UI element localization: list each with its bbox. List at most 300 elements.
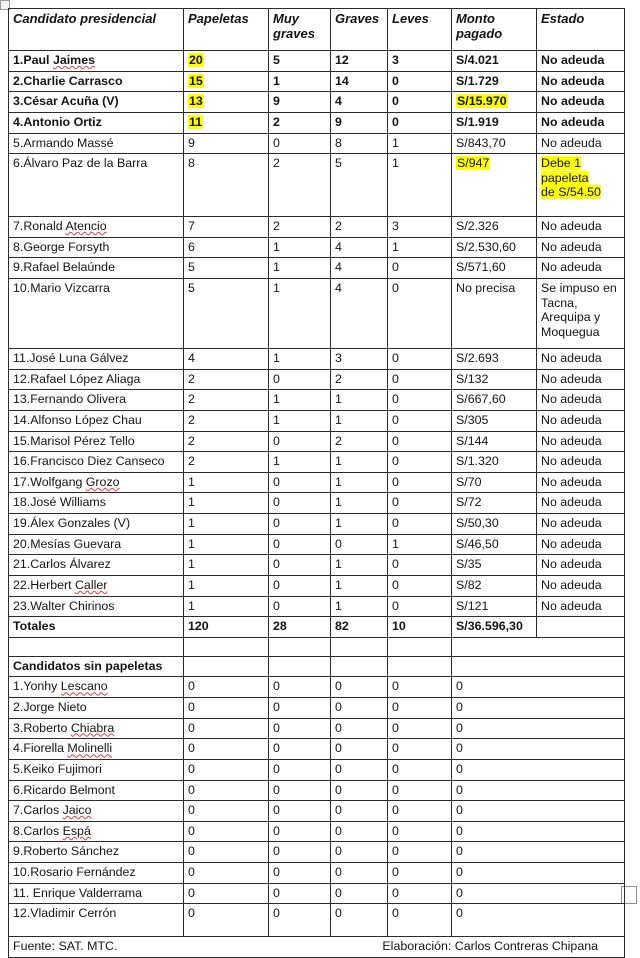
cell-monto: S/46,50 (452, 534, 537, 555)
cell-leves: 0 (388, 431, 452, 452)
cell-papeletas: 15 (184, 71, 269, 92)
cell-graves: 0 (331, 534, 388, 555)
table-header-row (9, 9, 625, 51)
cell-papeletas: 7 (184, 217, 269, 238)
cell-papeletas: 2 (184, 390, 269, 411)
cell-graves: 9 (331, 112, 388, 133)
cell-papeletas: 1 (184, 472, 269, 493)
cell-estado: Se impuso en Tacna, Arequipa y Moquegua (537, 279, 625, 349)
cell-candidato: 2.Charlie Carrasco (9, 71, 184, 92)
cell-papeletas: 2 (184, 431, 269, 452)
table-row (9, 71, 625, 92)
cell-muy-graves: 0 (269, 369, 331, 390)
cell-muy-graves: 1 (269, 349, 331, 370)
table-row (9, 575, 625, 596)
cell-monto: S/947 (452, 154, 537, 217)
table-row-sin-papeletas (9, 842, 625, 863)
cell-monto: 0 (452, 801, 625, 822)
cell-muy-graves: 0 (269, 677, 331, 698)
cell-monto: 0 (452, 677, 625, 698)
cell-papeletas: 0 (184, 739, 269, 760)
cell-monto: S/121 (452, 596, 537, 617)
section-title-row (9, 656, 625, 677)
cell-leves: 0 (388, 514, 452, 535)
table-row-sin-papeletas (9, 883, 625, 904)
cell-monto: S/82 (452, 575, 537, 596)
cell-leves: 3 (388, 51, 452, 72)
cell-graves: 0 (331, 842, 388, 863)
cell-graves: 0 (331, 801, 388, 822)
cell-estado: No adeuda (537, 493, 625, 514)
cell-estado: No adeuda (537, 51, 625, 72)
cell-candidato: 12.Rafael López Aliaga (9, 369, 184, 390)
section-cell (269, 656, 331, 677)
cell-candidato: 11.José Luna Gálvez (9, 349, 184, 370)
cell-graves: 4 (331, 92, 388, 113)
cell-graves: 0 (331, 759, 388, 780)
table-row (9, 237, 625, 258)
cell-papeletas: 1 (184, 575, 269, 596)
cell-candidato: 7.Ronald Atencio (9, 217, 184, 238)
cell-papeletas: 1 (184, 534, 269, 555)
cell-candidato: 11. Enrique Valderrama (9, 883, 184, 904)
cell-leves: 0 (388, 739, 452, 760)
table-row (9, 369, 625, 390)
cell-leves: 0 (388, 410, 452, 431)
cell-totales-muy-graves: 28 (269, 617, 331, 638)
cell-muy-graves: 1 (269, 237, 331, 258)
cell-graves: 2 (331, 369, 388, 390)
cell-papeletas: 5 (184, 279, 269, 349)
cell-papeletas: 0 (184, 759, 269, 780)
table-row (9, 534, 625, 555)
cell-candidato: 6.Álvaro Paz de la Barra (9, 154, 184, 217)
cell-muy-graves: 1 (269, 390, 331, 411)
table-row-sin-papeletas (9, 677, 625, 698)
cell-leves: 0 (388, 863, 452, 884)
cell-leves: 0 (388, 821, 452, 842)
table-row (9, 596, 625, 617)
cell-leves: 0 (388, 780, 452, 801)
cell-leves: 0 (388, 801, 452, 822)
footer-cell (9, 937, 625, 958)
cell-monto: S/1.729 (452, 71, 537, 92)
cell-candidato: 20.Mesías Guevara (9, 534, 184, 555)
cell-muy-graves: 1 (269, 71, 331, 92)
cell-graves: 1 (331, 452, 388, 473)
cell-leves: 0 (388, 279, 452, 349)
cell-papeletas: 0 (184, 883, 269, 904)
cell-estado: No adeuda (537, 452, 625, 473)
header-estado: Estado (537, 9, 625, 51)
cell-monto: S/667,60 (452, 390, 537, 411)
header-leves: Leves (388, 9, 452, 51)
table-row-sin-papeletas (9, 821, 625, 842)
cell-graves: 0 (331, 677, 388, 698)
cell-monto: S/144 (452, 431, 537, 452)
cell-estado: No adeuda (537, 133, 625, 154)
cell-leves: 0 (388, 698, 452, 719)
cell-papeletas: 2 (184, 410, 269, 431)
cell-estado: No adeuda (537, 555, 625, 576)
totals-row (9, 617, 625, 638)
spacer-cell-wide (452, 637, 625, 656)
cell-leves: 1 (388, 237, 452, 258)
cell-monto: S/2.693 (452, 349, 537, 370)
table-row-sin-papeletas (9, 863, 625, 884)
cell-monto: S/843,70 (452, 133, 537, 154)
cell-candidato: 23.Walter Chirinos (9, 596, 184, 617)
cell-monto: S/72 (452, 493, 537, 514)
cell-monto: 0 (452, 718, 625, 739)
cell-monto: 0 (452, 842, 625, 863)
cell-candidato: 9.Rafael Belaúnde (9, 258, 184, 279)
table-row (9, 452, 625, 473)
table-row (9, 431, 625, 452)
cell-estado: No adeuda (537, 575, 625, 596)
cell-muy-graves: 0 (269, 133, 331, 154)
cell-papeletas: 4 (184, 349, 269, 370)
spacer-cell (388, 637, 452, 656)
table-row-sin-papeletas (9, 780, 625, 801)
cell-graves: 2 (331, 431, 388, 452)
cell-muy-graves: 0 (269, 821, 331, 842)
cell-muy-graves: 0 (269, 739, 331, 760)
cell-leves: 0 (388, 472, 452, 493)
header-papeletas: Papeletas (184, 9, 269, 51)
header-monto-pagado: Monto pagado (452, 9, 537, 51)
cell-monto: 0 (452, 698, 625, 719)
cell-candidato: 8.Carlos Espá (9, 821, 184, 842)
cell-graves: 12 (331, 51, 388, 72)
footer-row (9, 937, 625, 958)
cell-graves: 0 (331, 821, 388, 842)
cell-papeletas: 0 (184, 677, 269, 698)
table-row (9, 51, 625, 72)
table-row-sin-papeletas (9, 801, 625, 822)
section-cell (331, 656, 388, 677)
cell-monto: S/15.970 (452, 92, 537, 113)
cell-muy-graves: 0 (269, 472, 331, 493)
cell-muy-graves: 1 (269, 410, 331, 431)
cell-muy-graves: 0 (269, 759, 331, 780)
cell-graves: 4 (331, 237, 388, 258)
cell-monto: 0 (452, 821, 625, 842)
cell-estado: No adeuda (537, 431, 625, 452)
table-row (9, 133, 625, 154)
cell-graves: 0 (331, 698, 388, 719)
cell-graves: 1 (331, 514, 388, 535)
spacer-cell (184, 637, 269, 656)
cell-muy-graves: 0 (269, 842, 331, 863)
cell-monto: S/50,30 (452, 514, 537, 535)
cell-graves: 2 (331, 217, 388, 238)
cell-estado: No adeuda (537, 410, 625, 431)
cell-muy-graves: 2 (269, 154, 331, 217)
table-row (9, 217, 625, 238)
table-row (9, 349, 625, 370)
cell-papeletas: 5 (184, 258, 269, 279)
cell-graves: 4 (331, 279, 388, 349)
cell-papeletas: 0 (184, 821, 269, 842)
header-muy-graves: Muy graves (269, 9, 331, 51)
cell-muy-graves: 1 (269, 279, 331, 349)
cell-leves: 0 (388, 596, 452, 617)
table-body (9, 9, 625, 958)
cell-papeletas: 13 (184, 92, 269, 113)
cell-candidato: 5.Keiko Fujimori (9, 759, 184, 780)
cell-graves: 1 (331, 410, 388, 431)
section-cell-wide (452, 656, 625, 677)
section-cell (184, 656, 269, 677)
cell-muy-graves: 1 (269, 258, 331, 279)
cell-candidato: 13.Fernando Olivera (9, 390, 184, 411)
cell-leves: 0 (388, 112, 452, 133)
cell-monto: S/70 (452, 472, 537, 493)
table-row (9, 112, 625, 133)
table-row (9, 514, 625, 535)
cell-monto: S/305 (452, 410, 537, 431)
cell-graves: 1 (331, 575, 388, 596)
header-graves: Graves (331, 9, 388, 51)
table-sheet (8, 8, 624, 958)
cell-monto: S/35 (452, 555, 537, 576)
table-row (9, 258, 625, 279)
cell-leves: 0 (388, 677, 452, 698)
cell-estado: No adeuda (537, 237, 625, 258)
cell-leves: 1 (388, 133, 452, 154)
cell-leves: 1 (388, 534, 452, 555)
cell-graves: 3 (331, 349, 388, 370)
cell-candidato: 7.Carlos Jaico (9, 801, 184, 822)
cell-estado: Debe 1 papeleta de S/54.50 (537, 154, 625, 217)
cell-muy-graves: 0 (269, 575, 331, 596)
cell-candidato: 10.Rosario Fernández (9, 863, 184, 884)
section-title: Candidatos sin papeletas (9, 656, 184, 677)
cell-leves: 0 (388, 493, 452, 514)
cell-totales-leves: 10 (388, 617, 452, 638)
cell-muy-graves: 5 (269, 51, 331, 72)
cell-leves: 0 (388, 369, 452, 390)
cell-monto: 0 (452, 904, 625, 937)
cell-papeletas: 0 (184, 780, 269, 801)
cell-monto: S/571,60 (452, 258, 537, 279)
cell-muy-graves: 0 (269, 801, 331, 822)
cell-muy-graves: 0 (269, 883, 331, 904)
cell-muy-graves: 2 (269, 112, 331, 133)
cell-candidato: 3.Roberto Chiabra (9, 718, 184, 739)
cell-totales-papeletas: 120 (184, 617, 269, 638)
cell-leves: 0 (388, 349, 452, 370)
cell-graves: 0 (331, 883, 388, 904)
cell-leves: 0 (388, 71, 452, 92)
cell-muy-graves: 0 (269, 431, 331, 452)
cell-candidato: 12.Vladimir Cerrón (9, 904, 184, 937)
cell-papeletas: 0 (184, 801, 269, 822)
cell-estado: No adeuda (537, 71, 625, 92)
cell-candidato: 9.Roberto Sánchez (9, 842, 184, 863)
papeletas-table (8, 8, 625, 958)
cell-graves: 1 (331, 555, 388, 576)
spacer-cell (331, 637, 388, 656)
cell-monto: S/132 (452, 369, 537, 390)
header-candidato: Candidato presidencial (9, 9, 184, 51)
cell-papeletas: 20 (184, 51, 269, 72)
table-row-sin-papeletas (9, 759, 625, 780)
cell-papeletas: 2 (184, 369, 269, 390)
cell-estado: No adeuda (537, 92, 625, 113)
cell-candidato: 1.Yonhy Lescano (9, 677, 184, 698)
cell-estado: No adeuda (537, 258, 625, 279)
table-row-sin-papeletas (9, 698, 625, 719)
cell-candidato: 14.Alfonso López Chau (9, 410, 184, 431)
cell-candidato: 4.Antonio Ortiz (9, 112, 184, 133)
cell-leves: 0 (388, 555, 452, 576)
cell-papeletas: 0 (184, 698, 269, 719)
cell-graves: 0 (331, 780, 388, 801)
cell-leves: 1 (388, 154, 452, 217)
cell-papeletas: 1 (184, 493, 269, 514)
cell-papeletas: 9 (184, 133, 269, 154)
cell-candidato: 3.César Acuña (V) (9, 92, 184, 113)
cell-candidato: 6.Ricardo Belmont (9, 780, 184, 801)
table-row (9, 410, 625, 431)
cell-candidato: 21.Carlos Álvarez (9, 555, 184, 576)
cell-monto: S/4.021 (452, 51, 537, 72)
cell-graves: 1 (331, 596, 388, 617)
footer-source: Fuente: SAT. MTC. (13, 939, 118, 954)
cell-muy-graves: 2 (269, 217, 331, 238)
cell-papeletas: 1 (184, 555, 269, 576)
cell-leves: 0 (388, 904, 452, 937)
cell-leves: 0 (388, 575, 452, 596)
table-row (9, 279, 625, 349)
cell-papeletas: 8 (184, 154, 269, 217)
cell-estado: No adeuda (537, 217, 625, 238)
table-row-sin-papeletas (9, 739, 625, 760)
cell-muy-graves: 0 (269, 596, 331, 617)
cell-leves: 0 (388, 883, 452, 904)
table-row (9, 154, 625, 217)
cell-monto: S/2.326 (452, 217, 537, 238)
cell-graves: 4 (331, 258, 388, 279)
cell-muy-graves: 1 (269, 452, 331, 473)
cell-candidato: 18.José Williams (9, 493, 184, 514)
cell-estado: No adeuda (537, 596, 625, 617)
cell-muy-graves: 0 (269, 904, 331, 937)
cell-totales-monto: S/36.596,30 (452, 617, 537, 638)
cell-estado: No adeuda (537, 112, 625, 133)
cell-muy-graves: 0 (269, 698, 331, 719)
cell-estado: No adeuda (537, 349, 625, 370)
table-row (9, 493, 625, 514)
cell-totales-graves: 82 (331, 617, 388, 638)
footer-author: Elaboración: Carlos Contreras Chipana (382, 939, 598, 954)
cell-graves: 1 (331, 390, 388, 411)
cell-graves: 0 (331, 718, 388, 739)
cell-monto: 0 (452, 883, 625, 904)
cell-candidato: 17.Wolfgang Grozo (9, 472, 184, 493)
cell-monto: 0 (452, 739, 625, 760)
cell-estado: No adeuda (537, 514, 625, 535)
cell-graves: 0 (331, 739, 388, 760)
cell-muy-graves: 9 (269, 92, 331, 113)
cell-candidato: 15.Marisol Pérez Tello (9, 431, 184, 452)
cell-totales-label: Totales (9, 617, 184, 638)
cell-totales-estado (537, 617, 625, 638)
cell-monto: 0 (452, 759, 625, 780)
cell-graves: 1 (331, 493, 388, 514)
cell-muy-graves: 0 (269, 514, 331, 535)
cell-candidato: 22.Herbert Caller (9, 575, 184, 596)
cell-monto: 0 (452, 780, 625, 801)
cell-muy-graves: 0 (269, 534, 331, 555)
table-row (9, 92, 625, 113)
cell-estado: No adeuda (537, 534, 625, 555)
cell-estado: No adeuda (537, 472, 625, 493)
cell-leves: 3 (388, 217, 452, 238)
cell-papeletas: 11 (184, 112, 269, 133)
cell-muy-graves: 0 (269, 863, 331, 884)
cell-leves: 0 (388, 390, 452, 411)
cell-leves: 0 (388, 258, 452, 279)
spacer-row (9, 637, 625, 656)
cell-graves: 5 (331, 154, 388, 217)
cell-muy-graves: 0 (269, 718, 331, 739)
cell-estado: No adeuda (537, 369, 625, 390)
cell-monto: No precisa (452, 279, 537, 349)
cell-candidato: 1.Paul Jaimes (9, 51, 184, 72)
cell-leves: 0 (388, 842, 452, 863)
cell-candidato: 10.Mario Vizcarra (9, 279, 184, 349)
cell-estado: No adeuda (537, 390, 625, 411)
spacer-cell (269, 637, 331, 656)
cell-graves: 14 (331, 71, 388, 92)
cell-leves: 0 (388, 718, 452, 739)
table-row (9, 390, 625, 411)
cell-monto: 0 (452, 863, 625, 884)
section-cell (388, 656, 452, 677)
cell-muy-graves: 0 (269, 555, 331, 576)
cell-candidato: 4.Fiorella Molinelli (9, 739, 184, 760)
cell-papeletas: 0 (184, 718, 269, 739)
cell-monto: S/1.320 (452, 452, 537, 473)
spacer-cell (9, 637, 184, 656)
cell-monto: S/1.919 (452, 112, 537, 133)
cell-graves: 1 (331, 472, 388, 493)
cell-monto: S/2.530,60 (452, 237, 537, 258)
table-row-sin-papeletas (9, 718, 625, 739)
cell-graves: 8 (331, 133, 388, 154)
cell-candidato: 2.Jorge Nieto (9, 698, 184, 719)
table-row (9, 555, 625, 576)
cell-leves: 0 (388, 452, 452, 473)
cell-leves: 0 (388, 92, 452, 113)
cell-papeletas: 0 (184, 842, 269, 863)
cell-graves: 0 (331, 863, 388, 884)
table-row (9, 472, 625, 493)
cell-papeletas: 0 (184, 863, 269, 884)
cell-candidato: 8.George Forsyth (9, 237, 184, 258)
cell-papeletas: 1 (184, 596, 269, 617)
cell-papeletas: 1 (184, 514, 269, 535)
cell-candidato: 19.Álex Gonzales (V) (9, 514, 184, 535)
cell-candidato: 5.Armando Massé (9, 133, 184, 154)
cell-papeletas: 6 (184, 237, 269, 258)
cell-candidato: 16.Francisco Diez Canseco (9, 452, 184, 473)
cell-papeletas: 0 (184, 904, 269, 937)
cell-papeletas: 2 (184, 452, 269, 473)
